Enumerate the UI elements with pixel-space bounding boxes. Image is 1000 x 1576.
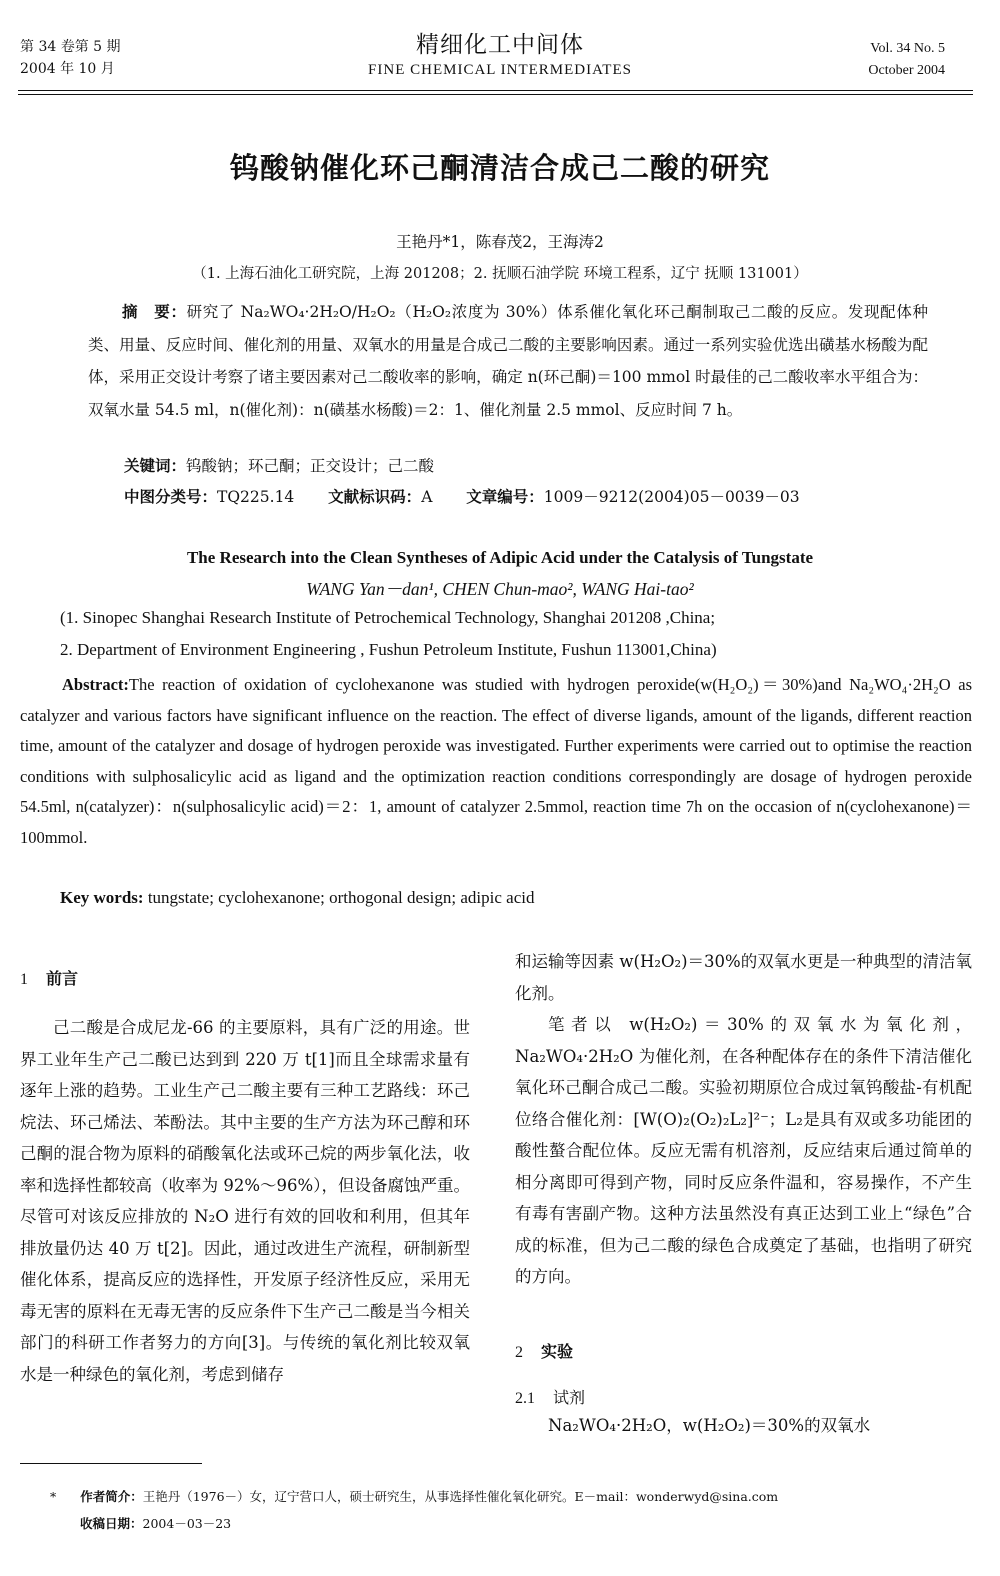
keywords-cn-text: 钨酸钠；环己酮；正交设计；己二酸 xyxy=(186,457,435,475)
footnote-received xyxy=(80,1514,231,1532)
authors-en: WANG Yan－dan¹, CHEN Chun-mao², WANG Hai-tao² xyxy=(306,579,694,599)
received-date: 2004－03－23 xyxy=(142,1516,232,1531)
header-rule xyxy=(18,90,973,91)
header-rule-thin xyxy=(18,94,973,95)
abstract-cn xyxy=(88,296,928,426)
affiliation-en-1: (1. Sinopec Shanghai Research Institute of Petrochemical Technology, Shanghai 201208 ,China; xyxy=(60,608,716,627)
section-1-heading xyxy=(20,966,78,989)
section-2-number: 2 xyxy=(515,1344,523,1361)
paper-title-cn: 钨酸钠催化环己酮清洁合成己二酸的研究 xyxy=(229,151,770,185)
left-column xyxy=(20,1012,470,1390)
section-1-paragraph-2: 笔者以 w(H₂O₂)＝30%的双氧水为氧化剂，Na₂WO₄·2H₂O 为催化剂，在各种配体存在的条件下清洁催化氧化环己酮合成己二酸。实验初期原位合成过氧钨酸盐-有机配位络合催化剂：[W(O)₂(O₂)₂L₂]²⁻；L₂是具有双或多功能团的酸性螯合配位体。反应无需有机溶剂，反应结束后通过简单的相分离即可得到产物，同时反应条件温和，容易操作，不产生有毒有害副产物。这种方法虽然没有真正达到工业上“绿色”合成的标准，但为己二酸的绿色合成奠定了基础，也指明了研究的方向。 xyxy=(515,1015,972,1286)
abstract-en-text: The reaction of oxidation of cyclohexanone was studied with hydrogen peroxide(w(H₂O₂)＝30%)and Na₂WO₄·2H₂O as catalyzer and various factors have significant influence on the reaction. The effect of diverse ligands, amount of the ligands, different reaction time, amount of the catalyzer and dosage of hydrogen peroxide was investigated. Further experiments were carried out to optimise the reaction conditions with sulphosalicylic acid as ligand and the optimization reaction conditions correspondingly are dosage of hydrogen peroxide 54.5ml, n(catalyzer)：n(sulphosalicylic acid)＝2：1, amount of catalyzer 2.5mmol, reaction time 7h on the occasion of n(cyclohexanone)＝100mmol. xyxy=(20,675,972,847)
article-id-label: 文章编号： xyxy=(466,488,544,506)
journal-name-en: FINE CHEMICAL INTERMEDIATES xyxy=(368,62,632,78)
volume-en: Vol. 34 No. 5 xyxy=(870,41,945,56)
abstract-cn-text: 研究了 Na₂WO₄·2H₂O/H₂O₂（H₂O₂浓度为 30%）体系催化氧化环己酮制取己二酸的反应。发现配体种类、用量、反应时间、催化剂的用量、双氧水的用量是合成己二酸的主要影响因素。通过一系列实验优选出磺基水杨酸为配体，采用正交设计考察了诸主要因素对己二酸收率的影响，确定 n(环己酮)＝100 mmol 时最佳的己二酸收率水平组合为：双氧水量 54.5 ml，n(催化剂)：n(磺基水杨酸)＝2：1、催化剂量 2.5 mmol、反应时间 7 h。 xyxy=(88,303,928,419)
clc-label: 中图分类号： xyxy=(124,488,218,506)
section-2-heading xyxy=(515,1339,573,1362)
clc-value: TQ225.14 xyxy=(217,488,295,506)
doc-code-value: A xyxy=(421,488,433,506)
header-center xyxy=(0,30,1000,80)
abstract-en-label: Abstract: xyxy=(62,675,129,694)
keywords-cn xyxy=(124,456,434,476)
header-right xyxy=(868,38,945,82)
paper-title-en: The Research into the Clean Syntheses of Adipic Acid under the Catalysis of Tungstate xyxy=(186,548,814,567)
date-cn: 2004 年 10 月 xyxy=(20,61,115,77)
keywords-en-text: tungstate; cyclohexanone; orthogonal design; adipic acid xyxy=(147,888,535,907)
section-1-paragraph-1: 己二酸是合成尼龙-66 的主要原料，具有广泛的用途。世界工业年生产己二酸已达到到 220 万 t[1]而且全球需求量有逐年上涨的趋势。工业生产己二酸主要有三种工艺路线：环己烷法、环己烯法、苯酚法。其中主要的生产方法为环己醇和环己酮的混合物为原料的硝酸氧化法或环己烷的两步氧化法，收率和选择性都较高（收率为 92%～96%），但设备腐蚀严重。尽管可对该反应排放的 N₂O 进行有效的回收和利用，但其年排放量仍达 40 万 t[2]。因此，通过改进生产流程，研制新型催化体系，提高反应的选择性，开发原子经济性反应，采用无毒无害的原料在无毒无害的反应条件下生产己二酸是当今相关部门的科研工作者努力的方向[3]。与传统的氧化剂比较双氧水是一种绿色的氧化剂，考虑到储存 xyxy=(20,1018,470,1384)
volume-cn: 第 34 卷第 5 期 xyxy=(20,39,121,55)
footnote-star: * xyxy=(50,1489,57,1504)
affiliation-en-2: 2. Department of Environment Engineering , Fushun Petroleum Institute, Fushun 113001,China) xyxy=(60,640,717,659)
keywords-en xyxy=(60,888,534,908)
authors-cn: 王艳丹*1，陈春茂2，王海涛2 xyxy=(396,233,604,251)
right-column xyxy=(515,946,972,1293)
section-2-1-text: Na₂WO₄·2H₂O，w(H₂O₂)＝30%的双氧水 xyxy=(548,1416,871,1435)
bio-label: 作者简介： xyxy=(80,1489,143,1504)
footnote-bio xyxy=(50,1487,778,1505)
bio-text: 王艳丹（1976－）女，辽宁营口人，硕士研究生，从事选择性催化氧化研究。E－mail：wonderwyd@sina.com xyxy=(142,1489,779,1504)
date-en: October 2004 xyxy=(868,63,945,78)
section-1-title: 前言 xyxy=(46,969,79,988)
classification-line xyxy=(124,487,800,507)
article-id-value: 1009－9212(2004)05－0039－03 xyxy=(543,488,800,506)
doc-code-label: 文献标识码： xyxy=(328,488,422,506)
keywords-en-label: Key words: xyxy=(60,888,144,907)
section-1-number: 1 xyxy=(20,971,28,988)
section-1-paragraph-1-cont: 和运输等因素 w(H₂O₂)＝30%的双氧水更是一种典型的清洁氧化剂。 xyxy=(515,952,972,1003)
section-2-1-heading xyxy=(515,1385,585,1408)
received-label: 收稿日期： xyxy=(80,1516,143,1531)
abstract-en xyxy=(20,670,972,853)
journal-name-cn: 精细化工中间体 xyxy=(416,32,584,58)
keywords-cn-label: 关键词： xyxy=(124,457,187,475)
affiliation-cn: （1. 上海石油化工研究院，上海 201208；2. 抚顺石油学院 环境工程系，辽宁 抚顺 131001） xyxy=(192,266,808,282)
abstract-cn-label: 摘 要： xyxy=(122,303,187,321)
section-2-1-number: 2.1 xyxy=(515,1390,535,1407)
section-2-title: 实验 xyxy=(541,1342,574,1361)
section-2-1-title: 试剂 xyxy=(553,1388,586,1407)
footnote-rule xyxy=(20,1463,202,1464)
section-2-1-body xyxy=(515,1410,972,1442)
